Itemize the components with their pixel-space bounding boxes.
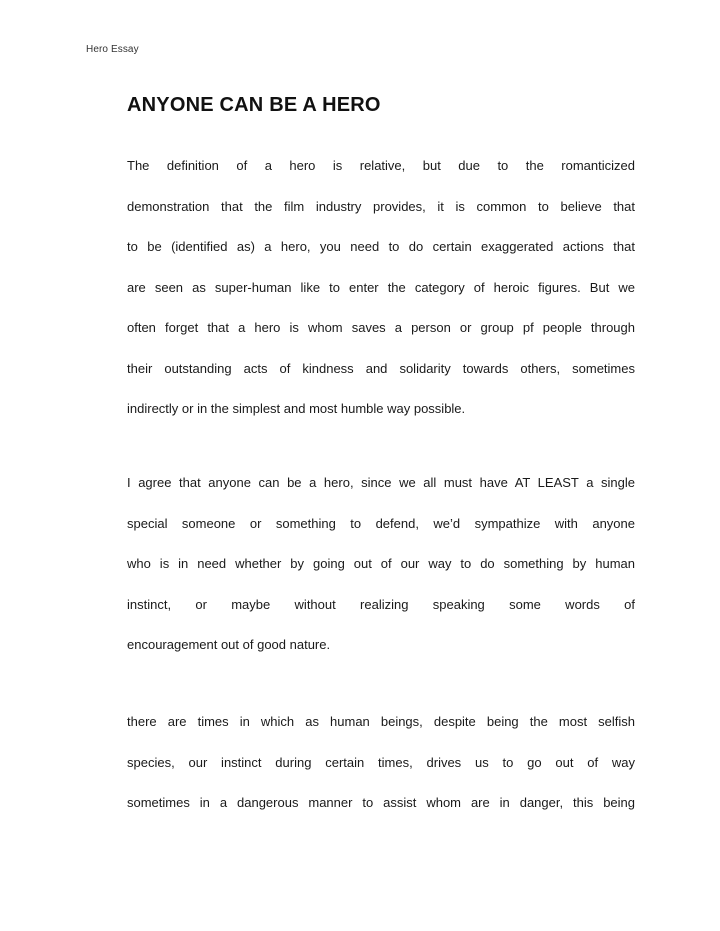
paragraph-line: are seen as super-human like to enter the category of heroic figures. But we [127,279,635,295]
paragraph-line: species, our instinct during certain times, drives us to go out of way [127,754,635,770]
paragraph-line: who is in need whether by going out of our way to do something by human [127,556,635,571]
essay-title: ANYONE CAN BE A HERO [127,94,381,116]
paragraph-line: I agree that anyone can be a hero, since we all must have AT LEAST a single [127,475,635,490]
paragraph-line: encouragement out of good nature. [127,637,331,652]
paragraph-3 [127,702,635,824]
paragraph-line: often forget that a hero is whom saves a person or group pf people through [127,320,635,335]
paragraph-line: demonstration that the film industry provides, it is common to believe that [127,198,635,214]
paragraph-line: instinct, or maybe without realizing speaking some words of [127,596,635,612]
paragraph-line: their outstanding acts of kindness and solidarity towards others, sometimes [127,360,635,376]
paragraph-line: sometimes in a dangerous manner to assist whom are in danger, this being [127,795,635,810]
paragraph-1 [127,146,635,430]
paragraph-line: there are times in which as human beings, despite being the most selfish [127,714,635,729]
paragraph-line: special someone or something to defend, we’d sympathize with anyone [127,515,635,531]
paragraph-line: indirectly or in the simplest and most humble way possible. [127,401,466,416]
paragraph-line: to be (identified as) a hero, you need to do certain exaggerated actions that [127,239,635,254]
page-header: Hero Essay [86,44,139,55]
paragraph-line: The definition of a hero is relative, but due to the romanticized [127,158,635,173]
paragraph-2 [127,463,635,666]
